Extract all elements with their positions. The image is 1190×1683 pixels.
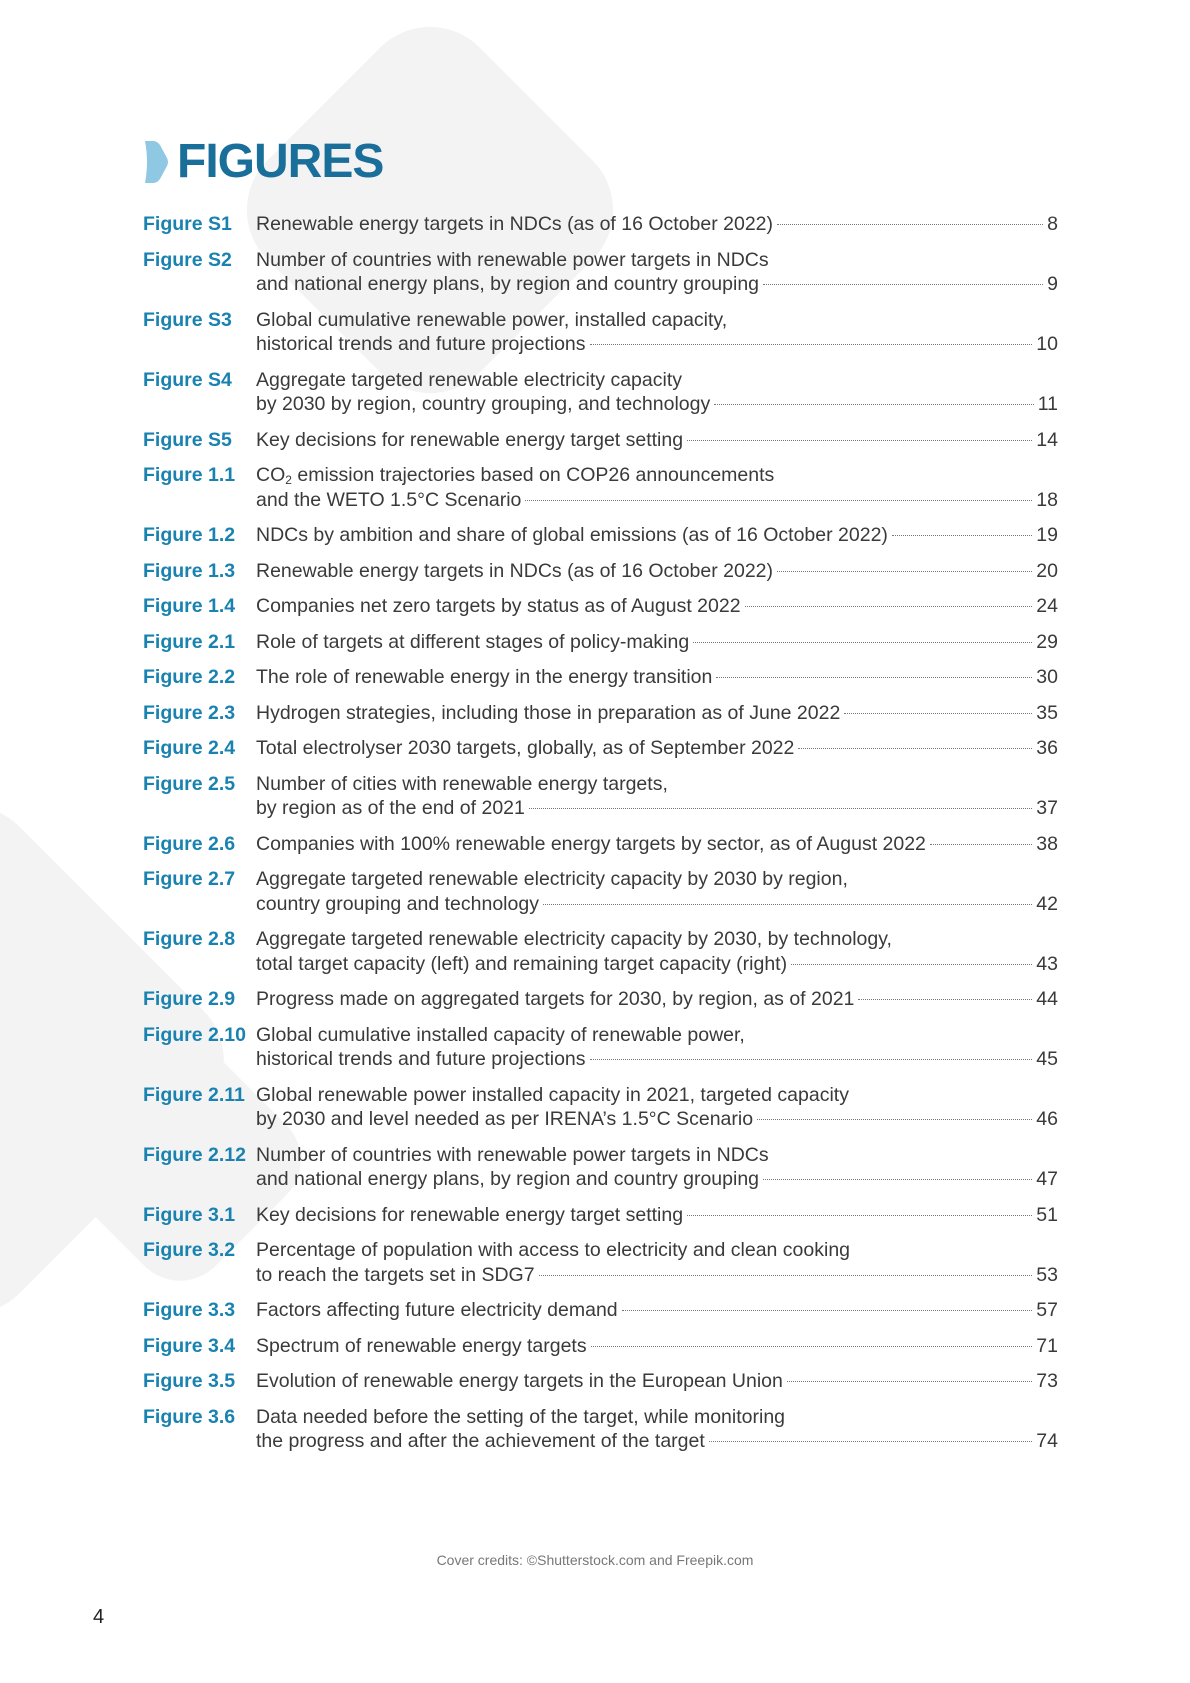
page-reference: 36	[1036, 737, 1058, 759]
dot-leader	[525, 500, 1032, 501]
toc-entry[interactable]	[143, 1203, 1058, 1228]
dot-leader	[787, 1381, 1032, 1382]
page-reference: 30	[1036, 666, 1058, 688]
section-header	[143, 135, 384, 188]
figure-label: Figure 2.3	[143, 701, 236, 724]
figure-title-line: Spectrum of renewable energy targets	[256, 1334, 587, 1357]
toc-entry[interactable]	[143, 665, 1058, 690]
page-reference: 24	[1036, 595, 1058, 617]
figure-title-line: Aggregate targeted renewable electricity capacity	[256, 368, 682, 391]
figure-label: Figure 3.6	[143, 1405, 236, 1428]
toc-entry[interactable]	[143, 523, 1058, 548]
figure-label: Figure 1.2	[143, 524, 236, 546]
dot-leader	[763, 1179, 1032, 1180]
figure-title-line: The role of renewable energy in the energy transition	[256, 666, 713, 688]
figure-label: Figure 2.4	[143, 737, 236, 759]
figure-title-line: and the WETO 1.5°C Scenario	[256, 488, 522, 511]
dot-leader	[858, 999, 1032, 1000]
figure-title-line: Companies with 100% renewable energy targets by sector, as of August 2022	[256, 832, 926, 855]
figures-list	[143, 212, 1058, 1465]
figure-label: Figure 3.2	[143, 1239, 236, 1261]
figure-title-line: Companies net zero targets by status as of August 2022	[256, 595, 741, 617]
figure-label: Figure 3.5	[143, 1370, 236, 1392]
toc-entry[interactable]	[143, 1023, 1058, 1072]
figure-label: Figure 2.6	[143, 832, 236, 855]
figure-title-line: Factors affecting future electricity demand	[256, 1299, 618, 1321]
dot-leader	[892, 535, 1032, 536]
dot-leader	[757, 1119, 1032, 1120]
figure-title-line: Aggregate targeted renewable electricity capacity by 2030 by region,	[256, 868, 848, 890]
figure-title-line: NDCs by ambition and share of global emissions (as of 16 October 2022)	[256, 524, 888, 546]
page-reference: 43	[1036, 952, 1058, 975]
figure-title-line: by 2030 and level needed as per IRENA’s 1.5°C Scenario	[256, 1108, 754, 1130]
toc-entry[interactable]	[143, 1298, 1058, 1323]
page-reference: 37	[1036, 797, 1058, 819]
figure-title-line: Aggregate targeted renewable electricity capacity by 2030, by technology,	[256, 928, 892, 950]
figure-title-line: Evolution of renewable energy targets in the European Union	[256, 1370, 783, 1392]
figure-title-line: Number of countries with renewable power targets in NDCs	[256, 1143, 769, 1166]
dot-leader	[539, 1275, 1033, 1276]
figure-title-line: Data needed before the setting of the target, while monitoring	[256, 1405, 786, 1428]
figure-title-line: Total electrolyser 2030 targets, globally, as of September 2022	[256, 737, 795, 759]
page-reference: 42	[1036, 892, 1058, 915]
figure-label: Figure 2.1	[143, 630, 236, 653]
page-reference: 51	[1036, 1203, 1058, 1226]
figure-label: Figure 2.7	[143, 868, 236, 890]
figure-title-line: Global cumulative renewable power, installed capacity,	[256, 308, 728, 331]
dot-leader	[693, 642, 1032, 643]
cover-credits: Cover credits: ©Shutterstock.com and Freepik.com	[436, 1552, 754, 1568]
dot-leader	[763, 284, 1043, 285]
page-reference: 44	[1036, 988, 1058, 1010]
page-reference: 8	[1047, 213, 1058, 235]
page-reference: 46	[1036, 1108, 1058, 1130]
toc-entry[interactable]	[143, 1238, 1058, 1287]
page-title: FIGURES	[177, 135, 384, 188]
figure-title-line: to reach the targets set in SDG7	[256, 1263, 535, 1286]
figure-label: Figure 1.1	[143, 464, 236, 486]
figure-title-line: $CO_2$ emission trajectories based on COP26 announcements	[256, 464, 775, 487]
figure-label: Figure 2.2	[143, 666, 236, 688]
toc-entry[interactable]	[143, 594, 1058, 619]
dot-leader	[591, 1346, 1033, 1347]
page-reference: 11	[1037, 393, 1058, 415]
toc-entry[interactable]	[143, 987, 1058, 1012]
toc-entry[interactable]	[143, 832, 1058, 857]
toc-entry[interactable]	[143, 772, 1058, 821]
figure-title-line: Key decisions for renewable energy target setting	[256, 1203, 684, 1226]
page-reference: 10	[1036, 333, 1058, 355]
toc-entry[interactable]	[143, 1405, 1058, 1454]
page-reference: 45	[1036, 1048, 1058, 1070]
figure-label: Figure S3	[143, 308, 232, 331]
dot-leader	[844, 713, 1032, 714]
figure-title-line: by region as of the end of 2021	[256, 797, 525, 819]
dot-leader	[590, 344, 1033, 345]
figure-label: Figure S5	[143, 428, 232, 451]
page-reference: 71	[1036, 1334, 1058, 1357]
dot-leader	[709, 1441, 1033, 1442]
page-reference: 9	[1047, 273, 1058, 295]
page-reference: 73	[1036, 1370, 1058, 1392]
figure-label: Figure 2.9	[143, 988, 236, 1010]
figure-label: Figure 3.4	[143, 1334, 236, 1357]
figure-title-line: Role of targets at different stages of policy-making	[256, 630, 690, 653]
chevron-icon	[143, 139, 169, 185]
toc-entry[interactable]	[143, 1083, 1058, 1132]
dot-leader	[687, 440, 1032, 441]
dot-leader	[745, 606, 1033, 607]
page-reference: 57	[1036, 1299, 1058, 1321]
figure-label: Figure 2.10	[143, 1023, 246, 1046]
dot-leader	[590, 1059, 1033, 1060]
toc-entry[interactable]	[143, 559, 1058, 584]
page-number: 4	[93, 1606, 105, 1628]
page-reference: 29	[1036, 630, 1058, 653]
figure-title-line: Renewable energy targets in NDCs (as of 16 October 2022)	[256, 559, 774, 582]
page-reference: 20	[1036, 559, 1058, 582]
page-reference: 35	[1036, 701, 1058, 724]
figure-title-line: country grouping and technology	[256, 892, 539, 915]
toc-entry[interactable]	[143, 463, 1058, 512]
toc-entry[interactable]	[143, 927, 1058, 976]
toc-entry[interactable]	[143, 428, 1058, 453]
page-reference: 74	[1036, 1430, 1058, 1452]
toc-entry[interactable]	[143, 212, 1058, 237]
toc-entry[interactable]	[143, 1369, 1058, 1394]
dot-leader	[791, 964, 1032, 965]
figure-label: Figure S4	[143, 368, 232, 391]
page-reference: 18	[1036, 488, 1058, 511]
toc-entry[interactable]	[143, 867, 1058, 916]
figure-title-line: historical trends and future projections	[256, 333, 586, 355]
toc-entry[interactable]	[143, 630, 1058, 655]
toc-entry[interactable]	[143, 308, 1058, 357]
figure-title-line: total target capacity (left) and remaining target capacity (right)	[256, 952, 788, 975]
figure-label: Figure S2	[143, 248, 232, 271]
dot-leader	[798, 748, 1032, 749]
toc-entry[interactable]	[143, 368, 1058, 417]
page-reference: 14	[1036, 428, 1058, 451]
toc-entry[interactable]	[143, 248, 1058, 297]
figure-label: Figure 2.5	[143, 772, 236, 795]
dot-leader	[714, 404, 1034, 405]
dot-leader	[930, 844, 1032, 845]
toc-entry[interactable]	[143, 701, 1058, 726]
page-reference: 47	[1036, 1168, 1058, 1190]
figure-title-line: and national energy plans, by region and country grouping	[256, 273, 760, 295]
figure-label: Figure 1.3	[143, 559, 236, 582]
figure-title-line: Global cumulative installed capacity of renewable power,	[256, 1023, 745, 1046]
toc-entry[interactable]	[143, 1143, 1058, 1192]
figure-title-line: the progress and after the achievement of the target	[256, 1430, 705, 1452]
toc-entry[interactable]	[143, 736, 1058, 761]
figure-title-line: Percentage of population with access to electricity and clean cooking	[256, 1239, 851, 1261]
figure-title-line: Renewable energy targets in NDCs (as of 16 October 2022)	[256, 213, 774, 235]
figure-title-line: Number of countries with renewable power targets in NDCs	[256, 248, 769, 271]
figure-label: Figure 3.3	[143, 1299, 236, 1321]
figure-title-line: and national energy plans, by region and country grouping	[256, 1168, 760, 1190]
dot-leader	[777, 224, 1043, 225]
figure-label: Figure 2.12	[143, 1143, 246, 1166]
dot-leader	[777, 571, 1032, 572]
dot-leader	[716, 677, 1032, 678]
figure-label: Figure S1	[143, 213, 232, 235]
figure-title-line: Hydrogen strategies, including those in preparation as of June 2022	[256, 701, 841, 724]
dot-leader	[543, 904, 1032, 905]
figure-title-line: historical trends and future projections	[256, 1048, 586, 1070]
page-reference: 38	[1036, 832, 1058, 855]
figure-title-line: Key decisions for renewable energy target setting	[256, 428, 684, 451]
figure-label: Figure 2.8	[143, 928, 236, 950]
figure-title-line: Number of cities with renewable energy targets,	[256, 772, 668, 795]
page-reference: 19	[1036, 524, 1058, 546]
dot-leader	[687, 1215, 1032, 1216]
dot-leader	[529, 808, 1032, 809]
figure-label: Figure 3.1	[143, 1203, 236, 1226]
toc-entry[interactable]	[143, 1334, 1058, 1359]
dot-leader	[622, 1310, 1033, 1311]
figure-label: Figure 1.4	[143, 595, 236, 617]
figure-label: Figure 2.11	[143, 1083, 245, 1106]
figure-title-line: Progress made on aggregated targets for 2030, by region, as of 2021	[256, 988, 855, 1010]
figure-title-line: by 2030 by region, country grouping, and technology	[256, 393, 711, 415]
page-reference: 53	[1036, 1263, 1058, 1286]
figure-title-line: Global renewable power installed capacity in 2021, targeted capacity	[256, 1083, 849, 1106]
